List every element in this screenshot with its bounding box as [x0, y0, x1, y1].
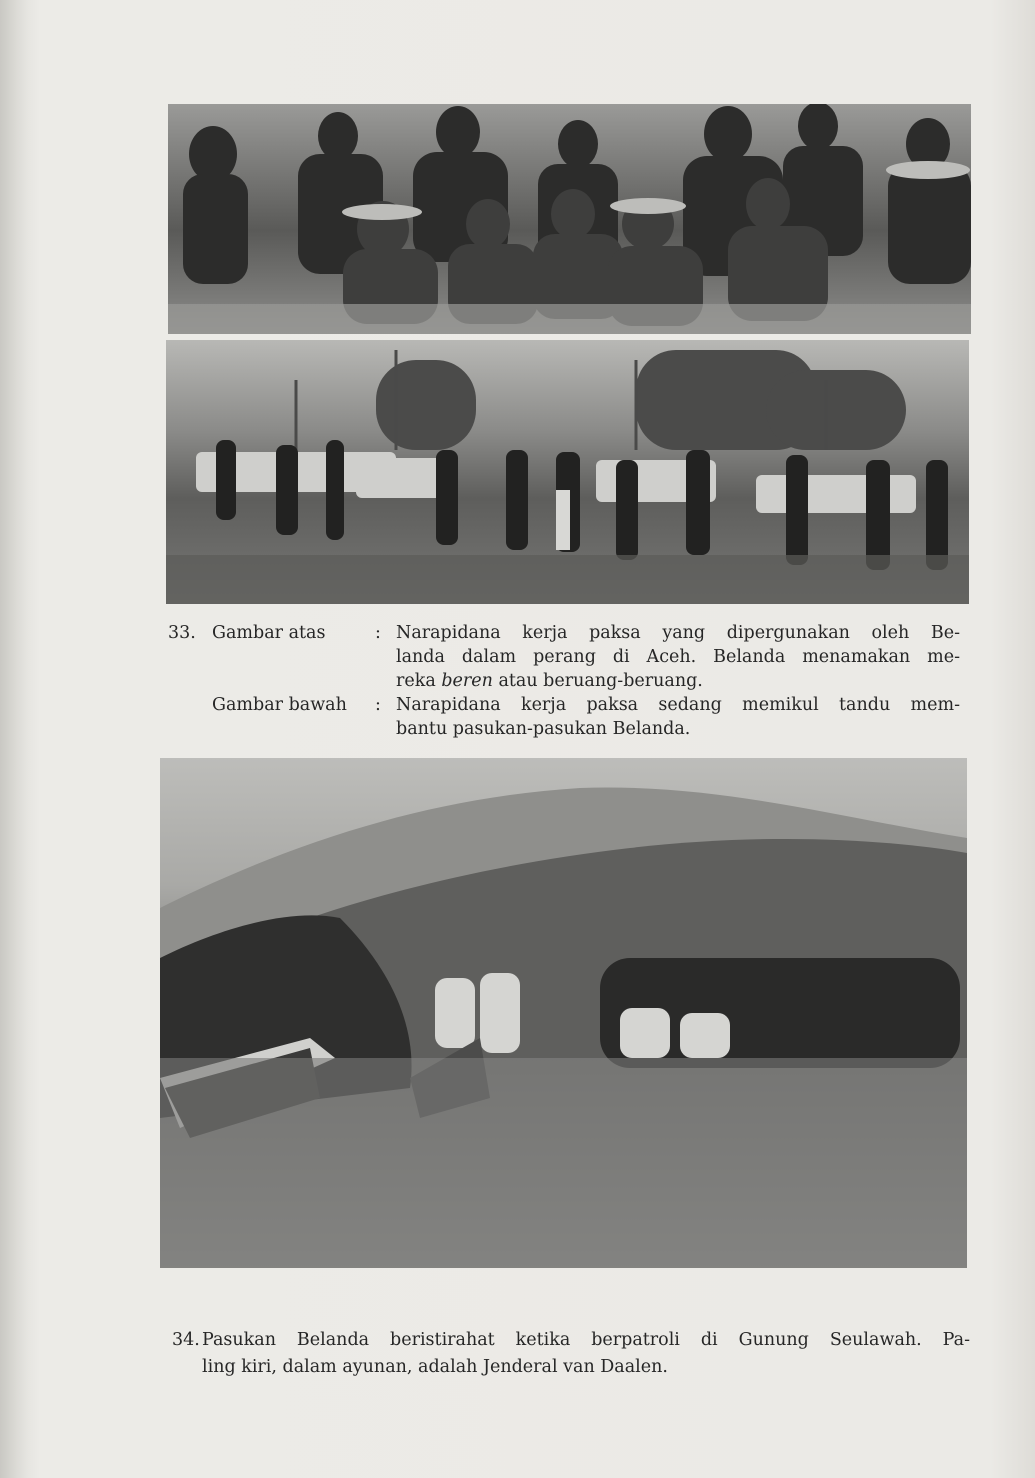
- caption-line: Narapidana kerja paksa sedang memikul tandu mem-: [396, 695, 960, 715]
- book-spine-shadow: [0, 0, 28, 1478]
- caption-colon: :: [375, 623, 381, 643]
- photo-convict-laborers-group: [168, 104, 971, 334]
- caption-label-bottom: Gambar bawah: [212, 695, 347, 715]
- caption-italic-term: beren: [441, 671, 493, 691]
- figure-number: 33.: [168, 623, 196, 643]
- caption-figure-33: [168, 621, 968, 741]
- caption-line: landa dalam perang di Aceh. Belanda menamakan me-: [396, 647, 960, 667]
- caption-line: Narapidana kerja paksa yang dipergunakan oleh Be-: [396, 623, 960, 643]
- caption-label-top: Gambar atas: [212, 623, 326, 643]
- caption-line: reka beren atau beruang-beruang.: [396, 671, 703, 691]
- figure-number: 34.: [172, 1330, 200, 1350]
- caption-line: ling kiri, dalam ayunan, adalah Jenderal van Daalen.: [202, 1357, 668, 1377]
- caption-colon: :: [375, 695, 381, 715]
- photo-troops-resting-mountain: [160, 758, 967, 1268]
- caption-line: bantu pasukan-pasukan Belanda.: [396, 719, 691, 739]
- photo-laborers-carrying-stretchers: [166, 340, 969, 604]
- caption-line: Pasukan Belanda beristirahat ketika berpatroli di Gunung Seulawah. Pa-: [202, 1330, 970, 1350]
